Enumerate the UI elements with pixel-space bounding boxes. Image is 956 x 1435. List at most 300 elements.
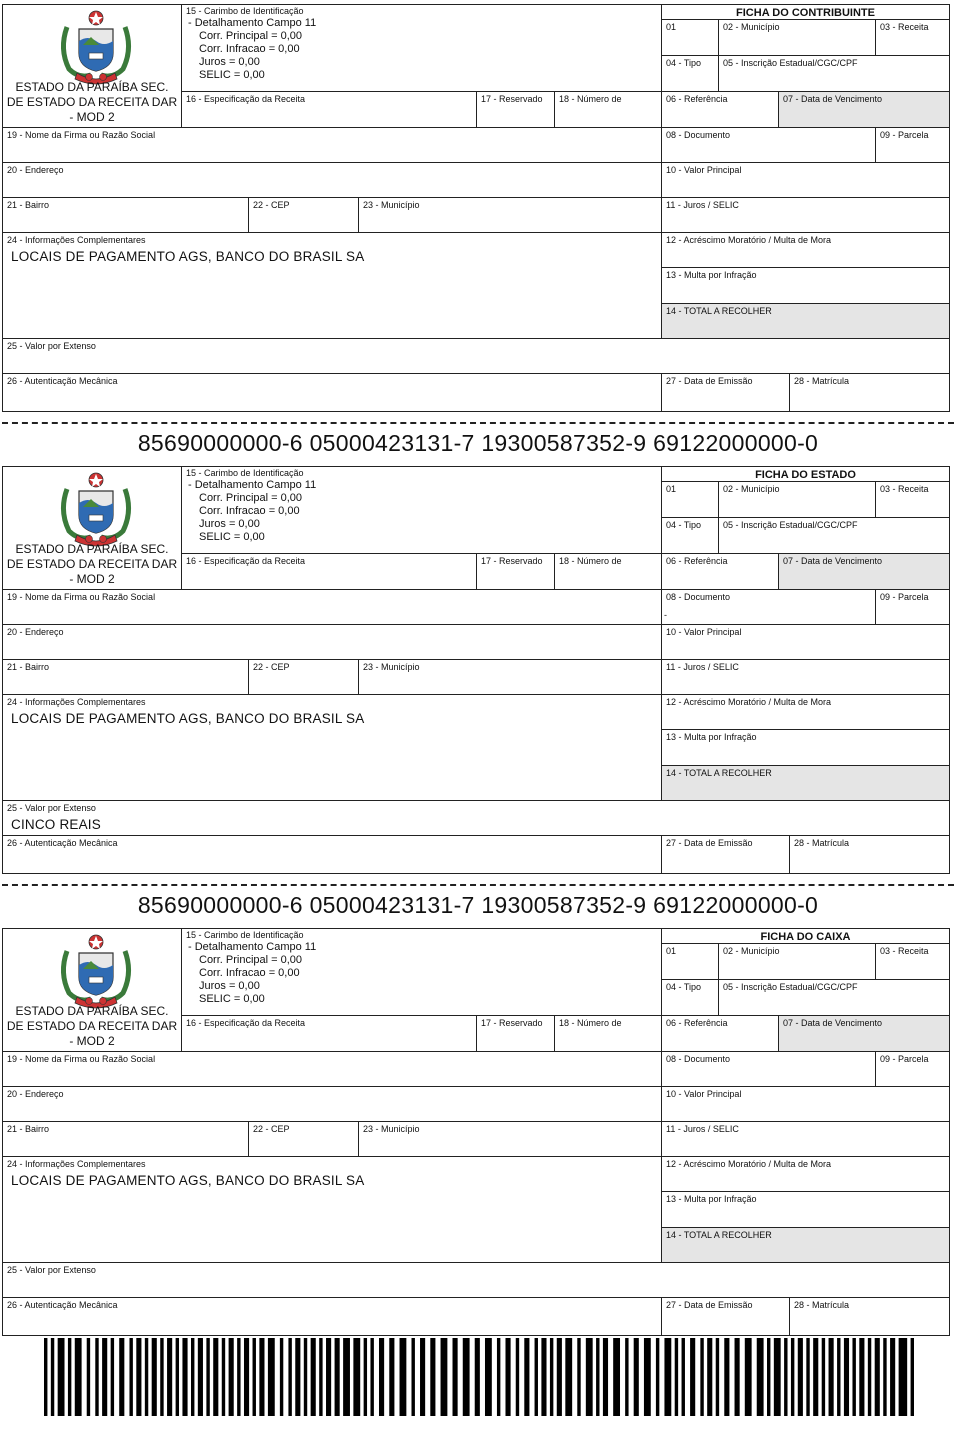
barcode-bar bbox=[237, 1338, 240, 1416]
paraiba-coat-of-arms-icon bbox=[55, 471, 137, 547]
barcode-bar bbox=[167, 1338, 172, 1416]
field-label: 16 - Especificação da Receita bbox=[186, 556, 306, 566]
field-multa-infracao bbox=[661, 1191, 950, 1228]
field-cep bbox=[248, 1121, 359, 1157]
field-acrescimo-moratorio bbox=[661, 694, 950, 730]
barcode-bar bbox=[656, 1338, 659, 1416]
info-complementares-value: LOCAIS DE PAGAMENTO AGS, BANCO DO BRASIL SA bbox=[11, 249, 365, 264]
copy-title: FICHA DO CAIXA bbox=[760, 931, 851, 943]
field-label: 02 - Município bbox=[723, 946, 780, 956]
barcode-bar bbox=[389, 1338, 394, 1416]
state-line-3: - MOD 2 bbox=[69, 1034, 115, 1048]
field-total-recolher bbox=[661, 303, 950, 339]
info-complementares-value: LOCAIS DE PAGAMENTO AGS, BANCO DO BRASIL SA bbox=[11, 1173, 365, 1188]
stamp-line: Juros = 0,00 bbox=[199, 980, 260, 992]
barcode-bar bbox=[206, 1338, 209, 1416]
barcode-bar bbox=[682, 1338, 685, 1416]
barcode-bar bbox=[541, 1338, 546, 1416]
barcode-bar bbox=[213, 1338, 218, 1416]
stamp-line: Corr. Principal = 0,00 bbox=[199, 30, 303, 42]
field-label: 06 - Referência bbox=[666, 1018, 728, 1028]
barcode-bar bbox=[311, 1338, 316, 1416]
field-label: 26 - Autenticação Mecânica bbox=[7, 838, 118, 848]
field-data-emissao bbox=[661, 1297, 790, 1336]
state-issuer-label bbox=[3, 80, 181, 125]
field-label: 25 - Valor por Extenso bbox=[7, 1265, 96, 1275]
field-label: 05 - Inscrição Estadual/CGC/CPF bbox=[723, 58, 858, 68]
field-label: 17 - Reservado bbox=[481, 1018, 543, 1028]
field-label: 09 - Parcela bbox=[880, 592, 929, 602]
barcode-bar bbox=[516, 1338, 519, 1416]
field-juros-selic bbox=[661, 659, 950, 695]
field-cep bbox=[248, 197, 359, 233]
barcode-bar bbox=[288, 1338, 291, 1416]
barcode-bar bbox=[44, 1338, 47, 1416]
field-receita bbox=[875, 943, 950, 980]
barcode-bar bbox=[253, 1338, 256, 1416]
barcode-bar bbox=[844, 1338, 849, 1416]
barcode-bar bbox=[244, 1338, 249, 1416]
barcode-bar bbox=[475, 1338, 480, 1416]
field-label: 11 - Juros / SELIC bbox=[666, 1124, 739, 1134]
barcode-bar bbox=[95, 1338, 98, 1416]
state-issuer-label bbox=[3, 542, 181, 587]
field-label: 13 - Multa por Infração bbox=[666, 1194, 757, 1204]
field-acrescimo-moratorio bbox=[661, 232, 950, 268]
barcode-bar bbox=[550, 1338, 553, 1416]
field-documento bbox=[661, 1051, 876, 1087]
field-label: 26 - Autenticação Mecânica bbox=[7, 376, 118, 386]
field-label: 02 - Município bbox=[723, 484, 780, 494]
barcode-bar bbox=[735, 1338, 740, 1416]
state-line-2: DE ESTADO DA RECEITA DAR bbox=[6, 557, 178, 571]
info-complementares-value: LOCAIS DE PAGAMENTO AGS, BANCO DO BRASIL SA bbox=[11, 711, 365, 726]
barcode-bar bbox=[822, 1338, 825, 1416]
stamp-line: - Detalhamento Campo 11 bbox=[188, 479, 317, 491]
field-label: 19 - Nome da Firma ou Razão Social bbox=[7, 592, 156, 602]
field-parcela bbox=[875, 589, 950, 625]
field-label: 14 - TOTAL A RECOLHER bbox=[666, 1230, 772, 1240]
barcode-bar bbox=[453, 1338, 458, 1416]
barcode-bar bbox=[690, 1338, 695, 1416]
barcode-bar bbox=[700, 1338, 703, 1416]
state-line-1: ESTADO DA PARAÍBA SEC. bbox=[15, 80, 169, 94]
header-logo-cell bbox=[2, 466, 182, 590]
stamp-line: - Detalhamento Campo 11 bbox=[188, 941, 317, 953]
field-juros-selic bbox=[661, 1121, 950, 1157]
barcode-bar bbox=[883, 1338, 886, 1416]
field-label: 08 - Documento bbox=[666, 130, 731, 140]
field-matricula bbox=[789, 1297, 950, 1336]
stamp-title: 15 - Carimbo de Identificação bbox=[186, 930, 304, 940]
stamp-block bbox=[186, 468, 316, 544]
field-documento bbox=[661, 127, 876, 163]
barcode-bar bbox=[145, 1338, 148, 1416]
barcode-bar bbox=[837, 1338, 840, 1416]
barcode-bar bbox=[160, 1338, 163, 1416]
documento-value: - bbox=[664, 610, 667, 620]
barcode-bar bbox=[319, 1338, 322, 1416]
barcode-bar bbox=[400, 1338, 407, 1416]
barcode-bar bbox=[335, 1338, 340, 1416]
stamp-line: SELIC = 0,00 bbox=[199, 531, 265, 543]
state-line-2: DE ESTADO DA RECEITA DAR bbox=[6, 95, 178, 109]
field-label: 27 - Data de Emissão bbox=[666, 376, 753, 386]
barcode-bar bbox=[724, 1338, 729, 1416]
field-label: 19 - Nome da Firma ou Razão Social bbox=[7, 1054, 156, 1064]
field-total-recolher bbox=[661, 1227, 950, 1263]
field-01 bbox=[661, 19, 719, 56]
barcode-bar bbox=[326, 1338, 331, 1416]
stamp-cell bbox=[181, 928, 662, 1016]
stamp-block bbox=[186, 6, 316, 82]
barcode-bar bbox=[176, 1338, 179, 1416]
field-municipio bbox=[718, 19, 876, 56]
field-info-complementares bbox=[2, 232, 662, 339]
form-copy bbox=[0, 0, 956, 412]
field-vencimento bbox=[778, 1015, 950, 1052]
barcode-bar bbox=[664, 1338, 671, 1416]
barcode-bar bbox=[852, 1338, 855, 1416]
field-tipo bbox=[661, 517, 719, 554]
field-multa-infracao bbox=[661, 729, 950, 766]
barcode-bar bbox=[51, 1338, 54, 1416]
field-inscricao bbox=[718, 517, 950, 554]
copy-title-cell bbox=[661, 4, 950, 20]
field-razao-social bbox=[2, 127, 662, 163]
field-cep bbox=[248, 659, 359, 695]
barcode-bar bbox=[675, 1338, 678, 1416]
digitable-line: 85690000000-6 05000423131-7 19300587352-9 69122000000-0 bbox=[137, 892, 819, 918]
field-numero bbox=[554, 553, 662, 590]
form-copy bbox=[0, 462, 956, 874]
field-bairro bbox=[2, 1121, 249, 1157]
barcode-bar bbox=[111, 1338, 114, 1416]
field-label: 19 - Nome da Firma ou Razão Social bbox=[7, 130, 156, 140]
field-label: 16 - Especificação da Receita bbox=[186, 1018, 306, 1028]
cut-line bbox=[2, 422, 954, 424]
field-juros-selic bbox=[661, 197, 950, 233]
field-referencia bbox=[661, 1015, 779, 1052]
field-label: 24 - Informações Complementares bbox=[7, 1159, 146, 1169]
field-label: 17 - Reservado bbox=[481, 556, 543, 566]
barcode-bar bbox=[485, 1338, 492, 1416]
barcode-bar bbox=[353, 1338, 360, 1416]
barcode-bar bbox=[829, 1338, 834, 1416]
field-label: 18 - Número de bbox=[559, 556, 622, 566]
stamp-line: SELIC = 0,00 bbox=[199, 69, 265, 81]
field-label: 06 - Referência bbox=[666, 556, 728, 566]
copy-title-cell bbox=[661, 466, 950, 482]
field-label: 13 - Multa por Infração bbox=[666, 270, 757, 280]
barcode-bar bbox=[102, 1338, 107, 1416]
field-referencia bbox=[661, 91, 779, 128]
stamp-line: Corr. Infracao = 0,00 bbox=[199, 43, 300, 55]
stamp-line: Corr. Infracao = 0,00 bbox=[199, 505, 300, 517]
field-label: 28 - Matrícula bbox=[794, 376, 850, 386]
state-line-1: ESTADO DA PARAÍBA SEC. bbox=[15, 1004, 169, 1018]
field-valor-extenso bbox=[2, 1262, 950, 1298]
field-label: 22 - CEP bbox=[253, 1124, 290, 1134]
field-label: 03 - Receita bbox=[880, 22, 929, 32]
state-line-1: ESTADO DA PARAÍBA SEC. bbox=[15, 542, 169, 556]
field-valor-extenso bbox=[2, 800, 950, 836]
barcode-bar bbox=[411, 1338, 414, 1416]
field-label: 27 - Data de Emissão bbox=[666, 1300, 753, 1310]
field-label: 16 - Especificação da Receita bbox=[186, 94, 306, 104]
barcode-bar bbox=[68, 1338, 71, 1416]
barcode-bar bbox=[791, 1338, 794, 1416]
field-info-complementares bbox=[2, 1156, 662, 1263]
field-razao-social bbox=[2, 1051, 662, 1087]
barcode-bar bbox=[899, 1338, 908, 1416]
field-matricula bbox=[789, 373, 950, 412]
field-label: 28 - Matrícula bbox=[794, 838, 850, 848]
barcode-bar bbox=[586, 1338, 593, 1416]
field-valor-principal bbox=[661, 1086, 950, 1122]
barcode-bar bbox=[798, 1338, 803, 1416]
field-label: 10 - Valor Principal bbox=[666, 165, 742, 175]
field-receita bbox=[875, 481, 950, 518]
field-valor-principal bbox=[661, 162, 950, 198]
barcode-bar bbox=[603, 1338, 608, 1416]
field-matricula bbox=[789, 835, 950, 874]
field-label: 11 - Juros / SELIC bbox=[666, 200, 739, 210]
barcode-bar bbox=[119, 1338, 124, 1416]
field-label: 08 - Documento bbox=[666, 1054, 731, 1064]
barcode-bar bbox=[596, 1338, 599, 1416]
field-valor-extenso bbox=[2, 338, 950, 374]
field-municipio bbox=[718, 481, 876, 518]
state-line-3: - MOD 2 bbox=[69, 572, 115, 586]
field-label: 17 - Reservado bbox=[481, 94, 543, 104]
barcode-bar bbox=[295, 1338, 300, 1416]
field-label: 22 - CEP bbox=[253, 662, 290, 672]
field-tipo bbox=[661, 979, 719, 1016]
barcode-bar bbox=[136, 1338, 141, 1416]
barcode-bar bbox=[868, 1338, 871, 1416]
field-endereco bbox=[2, 624, 662, 660]
barcode-bar bbox=[524, 1338, 529, 1416]
field-label: 24 - Informações Complementares bbox=[7, 235, 146, 245]
stamp-line: Corr. Principal = 0,00 bbox=[199, 492, 303, 504]
field-label: 12 - Acréscimo Moratório / Multa de Mora bbox=[666, 1159, 832, 1169]
field-reservado bbox=[476, 91, 555, 128]
stamp-cell bbox=[181, 4, 662, 92]
barcode-bar bbox=[716, 1338, 719, 1416]
state-line-2: DE ESTADO DA RECEITA DAR bbox=[6, 1019, 178, 1033]
field-label: 06 - Referência bbox=[666, 94, 728, 104]
barcode-bar bbox=[557, 1338, 562, 1416]
barcode-bar bbox=[152, 1338, 157, 1416]
field-referencia bbox=[661, 553, 779, 590]
field-autenticacao bbox=[2, 1297, 662, 1336]
barcode-bar bbox=[813, 1338, 818, 1416]
field-total-recolher bbox=[661, 765, 950, 801]
barcode-bar bbox=[774, 1338, 781, 1416]
field-tipo bbox=[661, 55, 719, 92]
field-municipio bbox=[718, 943, 876, 980]
barcode-bar bbox=[911, 1338, 914, 1416]
barcode-bar bbox=[75, 1338, 82, 1416]
barcode-bar bbox=[280, 1338, 283, 1416]
barcode-bar bbox=[191, 1338, 194, 1416]
field-label: 23 - Município bbox=[363, 200, 420, 210]
field-inscricao bbox=[718, 979, 950, 1016]
header-logo-cell bbox=[2, 4, 182, 128]
barcode-bar bbox=[625, 1338, 628, 1416]
field-label: 03 - Receita bbox=[880, 484, 929, 494]
barcode-bar bbox=[379, 1338, 384, 1416]
field-label: 01 bbox=[666, 22, 677, 32]
field-label: 05 - Inscrição Estadual/CGC/CPF bbox=[723, 982, 858, 992]
field-vencimento bbox=[778, 91, 950, 128]
field-reservado bbox=[476, 553, 555, 590]
stamp-title: 15 - Carimbo de Identificação bbox=[186, 468, 304, 478]
barcode-bar bbox=[304, 1338, 307, 1416]
field-label: 04 - Tipo bbox=[666, 58, 702, 68]
field-label: 27 - Data de Emissão bbox=[666, 838, 753, 848]
field-municipio-endereco bbox=[358, 659, 662, 695]
barcode-bar bbox=[613, 1338, 620, 1416]
field-label: 25 - Valor por Extenso bbox=[7, 803, 96, 813]
barcode-bar bbox=[565, 1338, 572, 1416]
field-label: 23 - Município bbox=[363, 662, 420, 672]
barcode-bar bbox=[757, 1338, 764, 1416]
paraiba-coat-of-arms-icon bbox=[55, 9, 137, 85]
field-label: 04 - Tipo bbox=[666, 520, 702, 530]
field-parcela bbox=[875, 127, 950, 163]
field-numero bbox=[554, 1015, 662, 1052]
field-label: 01 bbox=[666, 484, 677, 494]
field-label: 25 - Valor por Extenso bbox=[7, 341, 96, 351]
barcode-bar bbox=[87, 1338, 90, 1416]
cut-line bbox=[2, 884, 954, 886]
state-issuer-label bbox=[3, 1004, 181, 1049]
field-label: 21 - Bairro bbox=[7, 200, 50, 210]
field-especificacao bbox=[181, 1015, 477, 1052]
barcode-bar bbox=[767, 1338, 770, 1416]
stamp-line: Corr. Infracao = 0,00 bbox=[199, 967, 300, 979]
barcode-bar bbox=[229, 1338, 234, 1416]
barcode-bar bbox=[259, 1338, 264, 1416]
field-label: 20 - Endereço bbox=[7, 165, 64, 175]
field-municipio-endereco bbox=[358, 197, 662, 233]
barcode-bar bbox=[505, 1338, 510, 1416]
field-multa-infracao bbox=[661, 267, 950, 304]
field-documento bbox=[661, 589, 876, 625]
barcode-bar bbox=[535, 1338, 538, 1416]
field-label: 09 - Parcela bbox=[880, 130, 929, 140]
field-label: 20 - Endereço bbox=[7, 627, 64, 637]
field-label: 09 - Parcela bbox=[880, 1054, 929, 1064]
copy-title-cell bbox=[661, 928, 950, 944]
copy-title: FICHA DO CONTRIBUINTE bbox=[736, 7, 875, 19]
barcode-bar bbox=[268, 1338, 275, 1416]
field-label: 01 bbox=[666, 946, 677, 956]
field-reservado bbox=[476, 1015, 555, 1052]
field-bairro bbox=[2, 659, 249, 695]
stamp-line: SELIC = 0,00 bbox=[199, 993, 265, 1005]
barcode-bar bbox=[644, 1338, 651, 1416]
stamp-line: Juros = 0,00 bbox=[199, 518, 260, 530]
field-autenticacao bbox=[2, 835, 662, 874]
field-bairro bbox=[2, 197, 249, 233]
field-label: 14 - TOTAL A RECOLHER bbox=[666, 768, 772, 778]
field-valor-principal bbox=[661, 624, 950, 660]
field-label: 07 - Data de Vencimento bbox=[783, 94, 883, 104]
field-label: 18 - Número de bbox=[559, 1018, 622, 1028]
stamp-title: 15 - Carimbo de Identificação bbox=[186, 6, 304, 16]
barcode-bar bbox=[463, 1338, 470, 1416]
barcode-graphic bbox=[44, 1338, 914, 1416]
barcode-bar bbox=[745, 1338, 752, 1416]
header-logo-cell bbox=[2, 928, 182, 1052]
field-endereco bbox=[2, 162, 662, 198]
field-label: 12 - Acréscimo Moratório / Multa de Mora bbox=[666, 235, 832, 245]
field-data-emissao bbox=[661, 373, 790, 412]
field-label: 10 - Valor Principal bbox=[666, 1089, 742, 1099]
stamp-cell bbox=[181, 466, 662, 554]
field-label: 26 - Autenticação Mecânica bbox=[7, 1300, 118, 1310]
field-label: 20 - Endereço bbox=[7, 1089, 64, 1099]
barcode-bar bbox=[182, 1338, 187, 1416]
barcode-bar bbox=[577, 1338, 580, 1416]
field-01 bbox=[661, 481, 719, 518]
field-parcela bbox=[875, 1051, 950, 1087]
barcode-bar bbox=[890, 1338, 895, 1416]
field-01 bbox=[661, 943, 719, 980]
barcode-bar bbox=[364, 1338, 367, 1416]
field-label: 04 - Tipo bbox=[666, 982, 702, 992]
barcode-bar bbox=[497, 1338, 500, 1416]
field-razao-social bbox=[2, 589, 662, 625]
stamp-block bbox=[186, 930, 316, 1006]
state-line-3: - MOD 2 bbox=[69, 110, 115, 124]
barcode-bar bbox=[859, 1338, 864, 1416]
stamp-line: Juros = 0,00 bbox=[199, 56, 260, 68]
paraiba-coat-of-arms-icon bbox=[55, 933, 137, 1009]
barcode-bar bbox=[420, 1338, 425, 1416]
field-acrescimo-moratorio bbox=[661, 1156, 950, 1192]
field-label: 05 - Inscrição Estadual/CGC/CPF bbox=[723, 520, 858, 530]
field-label: 24 - Informações Complementares bbox=[7, 697, 146, 707]
field-label: 08 - Documento bbox=[666, 592, 731, 602]
barcode-bar bbox=[343, 1338, 350, 1416]
barcode-bar bbox=[441, 1338, 448, 1416]
field-label: 21 - Bairro bbox=[7, 1124, 50, 1134]
field-especificacao bbox=[181, 91, 477, 128]
field-label: 18 - Número de bbox=[559, 94, 622, 104]
field-label: 02 - Município bbox=[723, 22, 780, 32]
field-info-complementares bbox=[2, 694, 662, 801]
barcode-bar bbox=[430, 1338, 435, 1416]
field-municipio-endereco bbox=[358, 1121, 662, 1157]
barcode-bar bbox=[806, 1338, 809, 1416]
barcode-bar bbox=[58, 1338, 65, 1416]
field-label: 21 - Bairro bbox=[7, 662, 50, 672]
field-receita bbox=[875, 19, 950, 56]
field-vencimento bbox=[778, 553, 950, 590]
field-inscricao bbox=[718, 55, 950, 92]
field-numero bbox=[554, 91, 662, 128]
barcode-bar bbox=[222, 1338, 225, 1416]
field-label: 22 - CEP bbox=[253, 200, 290, 210]
stamp-line: Corr. Principal = 0,00 bbox=[199, 954, 303, 966]
barcode-bar bbox=[707, 1338, 712, 1416]
field-label: 07 - Data de Vencimento bbox=[783, 556, 883, 566]
barcode-bar bbox=[875, 1338, 880, 1416]
